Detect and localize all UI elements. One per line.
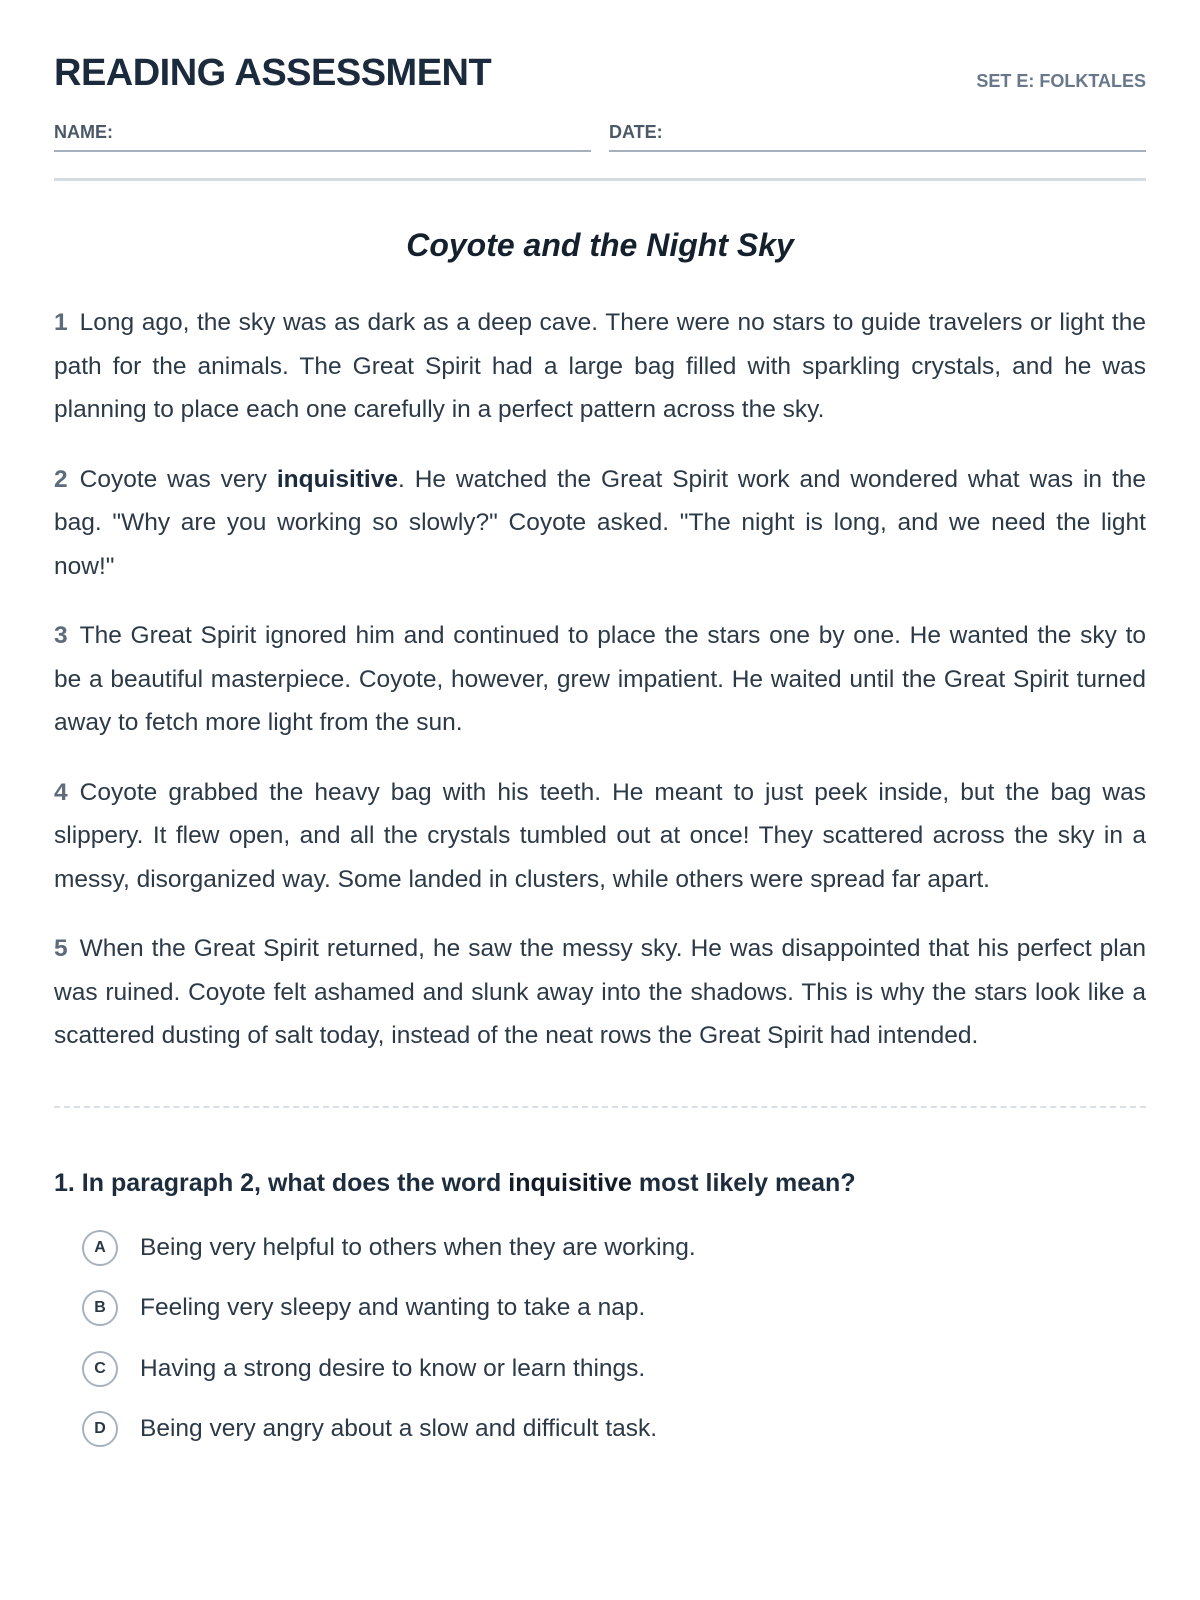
paragraph-number: 5 (54, 935, 68, 962)
paragraph-2 (54, 458, 1146, 589)
question-prefix: 1. In paragraph 2, what does the word (54, 1168, 509, 1197)
set-label: SET E: FOLKTALES (976, 71, 1146, 91)
student-info-fields (54, 120, 1146, 152)
story-title: Coyote and the Night Sky (406, 227, 794, 263)
paragraph-number: 4 (54, 778, 68, 806)
answer-bubble[interactable]: A (82, 1230, 118, 1266)
page-title: READING ASSESSMENT (54, 52, 492, 94)
paragraph-text-after: . He watched the Great Spirit work and wondered what was in the bag. "Why are you working so slowly?" Coyote asked. "The night is long, and we need the light now!" (54, 465, 1146, 580)
option-text: Being very helpful to others when they are working. (140, 1233, 696, 1261)
option-a[interactable] (82, 1218, 1146, 1279)
answer-bubble[interactable]: D (82, 1411, 118, 1447)
option-d[interactable] (82, 1399, 1146, 1460)
date-label: DATE: (609, 122, 663, 142)
paragraph-text: Long ago, the sky was as dark as a deep cave. There were no stars to guide travelers or light the path for the animals. The Great Spirit had a large bag filled with sparkling crystals, and he was planning to place each one carefully in a perfect pattern across the sky. (54, 309, 1146, 423)
option-text: Feeling very sleepy and wanting to take a nap. (140, 1294, 646, 1322)
option-b[interactable] (82, 1278, 1146, 1339)
paragraph-text: The Great Spirit ignored him and continued to place the stars one by one. He wanted the sky to be a beautiful masterpiece. Coyote, however, grew impatient. He waited until the Great Spirit turned away to fetch more light from the sun. (54, 622, 1146, 736)
answer-options (54, 1218, 1146, 1460)
name-label: NAME: (54, 122, 113, 142)
paragraph-text: Coyote grabbed the heavy bag with his teeth. He meant to just peek inside, but the bag was slippery. It flew open, and all the crystals tumbled out at once! They scattered across the sky in a messy, disorganized way. Some landed in clusters, while others were spread far apart. (54, 778, 1146, 893)
paragraph-5 (54, 927, 1146, 1058)
answer-bubble[interactable]: C (82, 1351, 118, 1387)
header-divider (54, 178, 1146, 181)
date-field[interactable] (609, 120, 1146, 152)
vocabulary-word: inquisitive (276, 465, 398, 493)
paragraph-number: 3 (54, 622, 68, 649)
passage (54, 301, 1146, 1058)
option-text: Having a strong desire to know or learn things. (140, 1354, 646, 1382)
paragraph-4 (54, 771, 1146, 902)
option-c[interactable] (82, 1339, 1146, 1400)
name-field[interactable] (54, 120, 591, 152)
paragraph-text: When the Great Spirit returned, he saw the messy sky. He was disappointed that his perfect plan was ruined. Coyote felt ashamed and slunk away into the shadows. This is why the stars look like a scattered dusting of salt today, instead of the neat rows the Great Spirit had intended. (54, 935, 1146, 1049)
option-text: Being very angry about a slow and difficult task. (140, 1415, 658, 1443)
paragraph-number: 1 (54, 309, 68, 336)
paragraph-1 (54, 301, 1146, 432)
section-divider (54, 1106, 1146, 1108)
question-keyword: inquisitive (508, 1168, 632, 1197)
paragraph-text-before: Coyote was very (79, 465, 277, 493)
question-1 (54, 1166, 1146, 1200)
header (54, 0, 1146, 94)
question-suffix: most likely mean? (631, 1168, 856, 1197)
paragraph-3 (54, 614, 1146, 745)
paragraph-number: 2 (54, 465, 68, 493)
answer-bubble[interactable]: B (82, 1290, 118, 1326)
